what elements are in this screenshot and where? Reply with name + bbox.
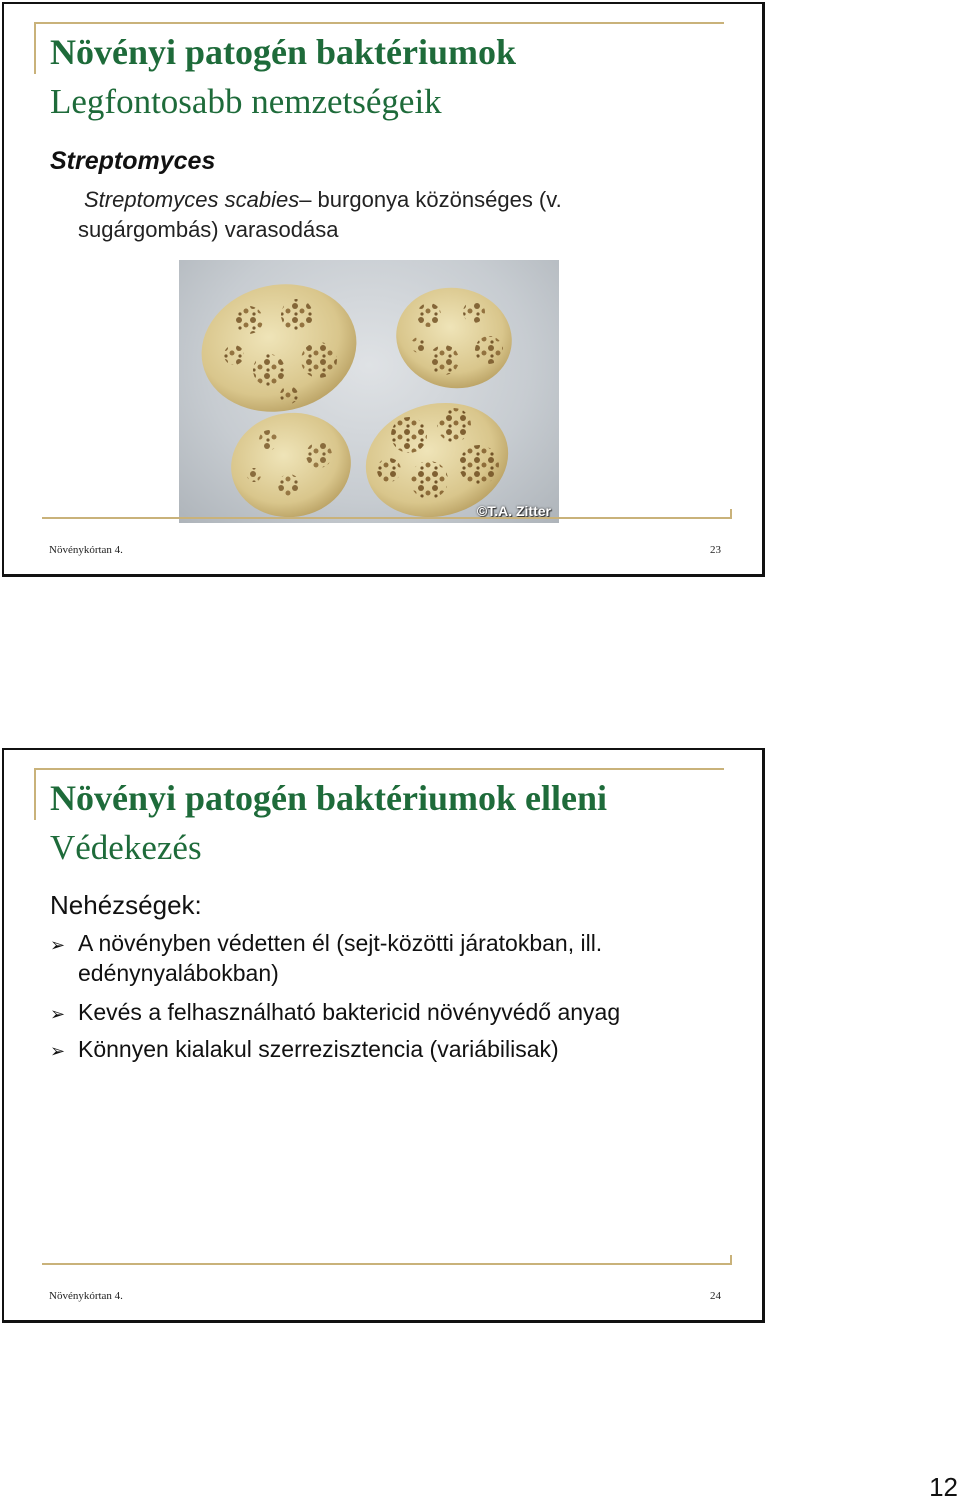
slide-bottom-tick (730, 509, 732, 519)
photo-copyright: ©T.A. Zitter (476, 503, 551, 519)
species-description-line2: sugárgombás) varasodása (78, 217, 339, 242)
slide-subtitle: Legfontosabb nemzetségeik (50, 82, 442, 121)
bullet-text: Könnyen kialakul szerrezisztencia (variábilisak) (78, 1036, 559, 1062)
bullet-item (50, 930, 602, 957)
bullet-item (50, 999, 620, 1026)
page-number: 12 (929, 1472, 958, 1502)
bullet-item (50, 1036, 559, 1063)
slide-title: Növényi patogén baktériumok elleni (50, 778, 608, 818)
slide-footer-number: 24 (710, 1290, 721, 1302)
slide-23 (2, 2, 765, 577)
species-description-rest: – burgonya közönséges (v. (299, 187, 562, 212)
slide-footer-course: Növénykórtan 4. (49, 544, 123, 556)
bullet-text: A növényben védetten él (sejt-közötti járatokban, ill. (78, 930, 603, 956)
genus-heading: Streptomyces (50, 147, 216, 175)
slide-top-rule (34, 22, 724, 24)
slide-left-rule (34, 768, 36, 820)
potato-3 (224, 405, 357, 523)
slide-bottom-tick (730, 1255, 732, 1265)
slide-bottom-rule (42, 517, 732, 519)
bullet-text: Kevés a felhasználható baktericid növényvédő anyag (78, 999, 621, 1025)
difficulties-heading: Nehézségek: (50, 890, 202, 920)
slide-top-rule (34, 768, 724, 770)
slide-left-rule (34, 22, 36, 74)
species-description-line1 (84, 187, 562, 213)
slide-title: Növényi patogén baktériumok (50, 32, 517, 72)
potato-1 (190, 270, 369, 426)
arrow-bullet-icon: ➢ (50, 1004, 66, 1024)
slide-24 (2, 748, 765, 1323)
slide-footer-course: Növénykórtan 4. (49, 1290, 123, 1302)
slide-footer-number: 23 (710, 544, 721, 556)
potato-2 (388, 279, 520, 398)
slide-bottom-rule (42, 1263, 732, 1265)
potato-scab-photo (179, 260, 559, 523)
arrow-bullet-icon: ➢ (50, 935, 66, 955)
potato-illustration (179, 260, 559, 523)
arrow-bullet-icon: ➢ (50, 1041, 66, 1061)
bullet-item-continuation: edénynyalábokban) (78, 960, 279, 986)
slide-subtitle: Védekezés (50, 828, 202, 867)
species-name: Streptomyces scabies (84, 187, 300, 212)
